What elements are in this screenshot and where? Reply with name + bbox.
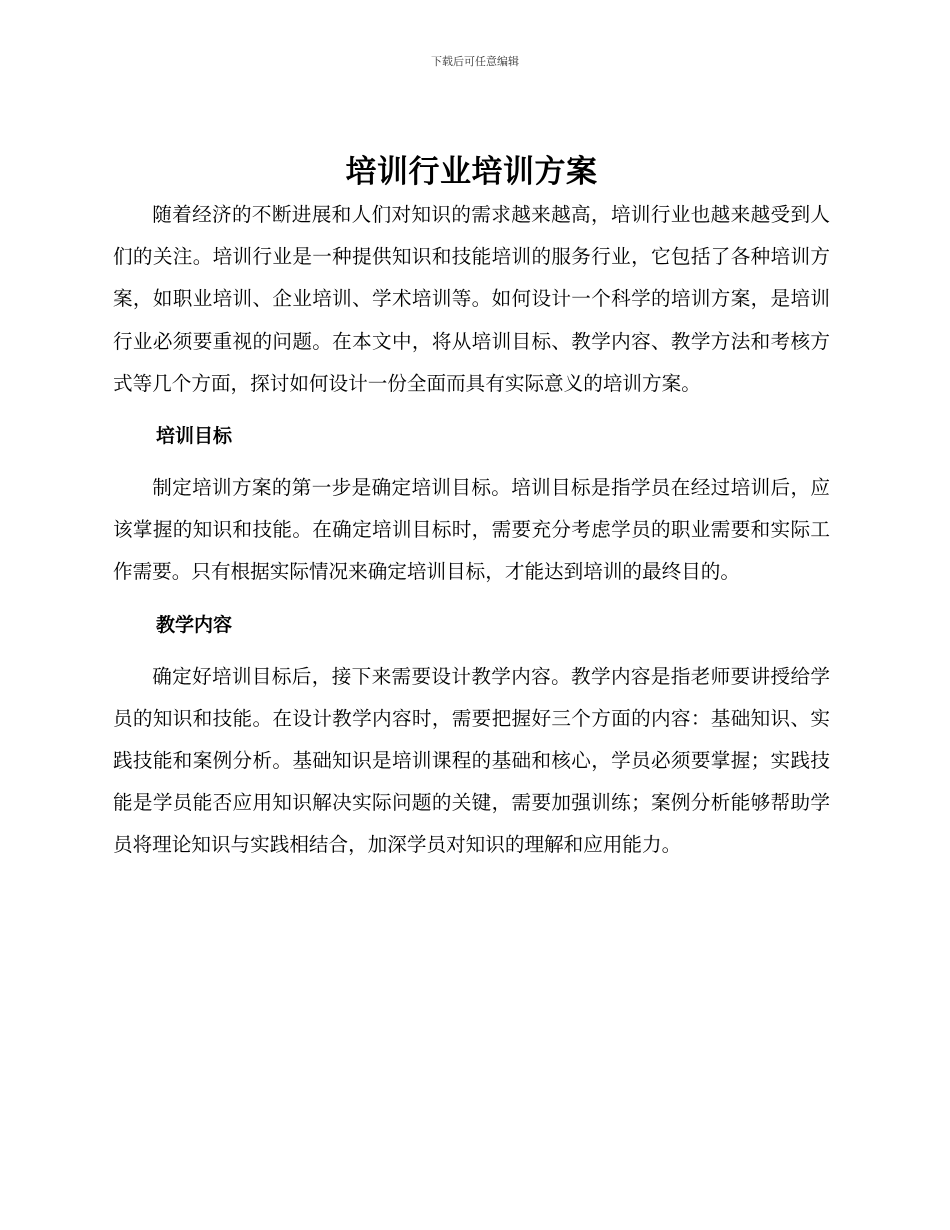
intro-paragraph: 随着经济的不断进展和人们对知识的需求越来越高，培训行业也越来越受到人们的关注。培训行业是一种提供知识和技能培训的服务行业，它包括了各种培训方案，如职业培训、企业培训、学术培训等。如何设计一个科学的培训方案，是培训行业必须要重视的问题。在本文中，将从培训目标、教学内容、教学方法和考核方式等几个方面，探讨如何设计一份全面而具有实际意义的培训方案。 <box>113 203 830 395</box>
section-body-training-goals: 制定培训方案的第一步是确定培训目标。培训目标是指学员在经过培训后，应该掌握的知识和技能。在确定培训目标时，需要充分考虑学员的职业需要和实际工作需要。只有根据实际情况来确定培训目标，才能达到培训的最终目的。 <box>113 476 830 584</box>
page-header-note: 下载后可任意编辑 <box>431 55 519 68</box>
document-title: 培训行业培训方案 <box>345 154 598 190</box>
document-body <box>113 150 830 867</box>
section-heading-teaching-content: 教学内容 <box>156 613 233 636</box>
section-heading-training-goals: 培训目标 <box>156 425 233 448</box>
section-body-teaching-content: 确定好培训目标后，接下来需要设计教学内容。教学内容是指老师要讲授给学员的知识和技能。在设计教学内容时，需要把握好三个方面的内容：基础知识、实践技能和案例分析。基础知识是培训课程的基础和核心，学员必须要掌握；实践技能是学员能否应用知识解决实际问题的关键，需要加强训练；案例分析能够帮助学员将理论知识与实践相结合，加深学员对知识的理解和应用能力。 <box>113 664 830 857</box>
